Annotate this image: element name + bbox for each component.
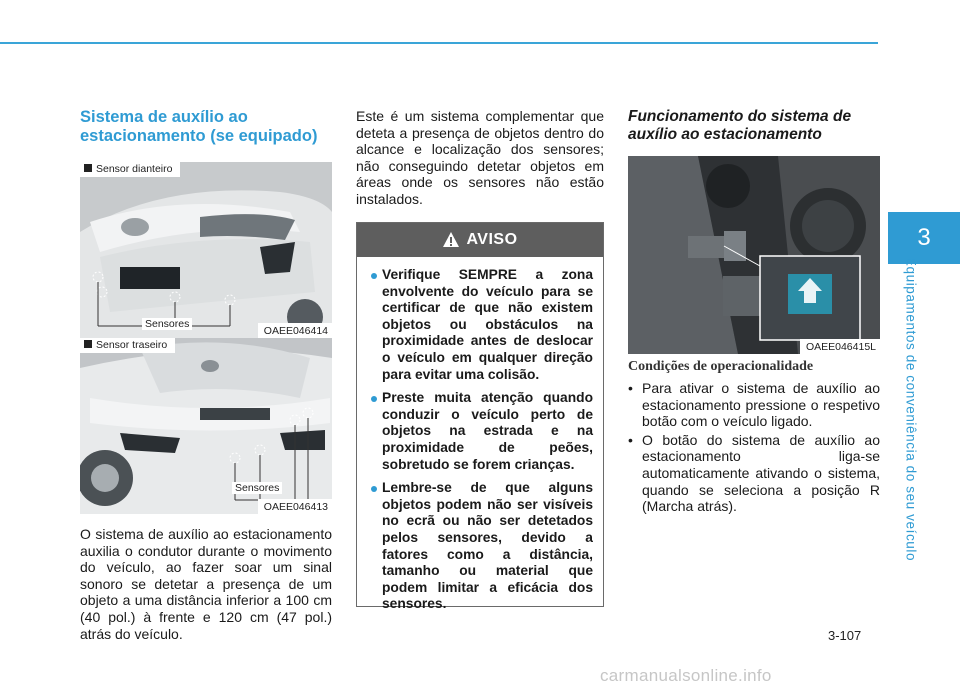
intro-paragraph: O sistema de auxílio ao estacionamento auxilia o condutor durante o movimento do veículo, ao fazer soar um sinal sonoro se detetar a presença de um objeto a uma distância inferior a 100 cm (40 pol.) à frente e 120 cm (47 pol.) atrás do veículo.: [80, 526, 332, 642]
complementary-paragraph: Este é um sistema complementar que deteta a presença de objetos dentro do alcance e localização dos sensores; não conseguindo detetar objetos em áreas onde os sensores não estão instalados.: [356, 108, 604, 207]
warning-list: [357, 257, 603, 613]
condition-item-text: Para ativar o sistema de auxílio ao estacionamento pressione o respetivo botão com o veículo ligado.: [642, 380, 880, 430]
front-sensor-label: [80, 162, 180, 177]
conditions-list: [628, 380, 880, 517]
console-photo: [628, 156, 880, 354]
header-rule: [0, 42, 878, 44]
rear-sensor-figure: [80, 338, 332, 514]
conditions-heading: Condições de operacionalidade: [628, 359, 814, 374]
front-car-illustration: [80, 162, 332, 338]
warning-triangle-icon: [442, 231, 460, 249]
chapter-tab: 3: [888, 212, 960, 264]
condition-item: [628, 380, 880, 430]
bullet-dot-icon: [371, 486, 377, 492]
condition-item: [628, 432, 880, 515]
photo-code: OAEE046415L: [800, 339, 880, 354]
rear-sensors-caption: Sensores: [232, 482, 282, 494]
bullet-glyph: •: [628, 431, 633, 448]
front-figure-code: OAEE046414: [258, 323, 332, 338]
center-console-image: [628, 156, 880, 354]
chapter-title-text: Equipamentos de conveniência do seu veículo: [903, 256, 919, 562]
function-heading: Funcionamento do sistema de auxílio ao estacionamento: [628, 108, 852, 143]
rear-sensor-label-text: Sensor traseiro: [96, 339, 168, 351]
square-bullet-icon: [84, 340, 92, 348]
right-column: [628, 108, 880, 144]
warning-item-text: Preste muita atenção quando conduzir o veículo perto de objetos na estrada e na proximidade de peões, sobretudo se forem crianças.: [382, 390, 593, 472]
warning-header: [357, 223, 603, 257]
page-number: 3-107: [828, 628, 862, 643]
watermark: carmanualsonline.info: [600, 666, 772, 685]
bullet-dot-icon: [371, 273, 377, 279]
warning-item-text: Lembre-se de que alguns objetos podem não ser visíveis no ecrã ou não ser detetados pelos sensores, devido a fatores como a distância, tamanho ou material que podem limitar a eficácia dos sensores.: [382, 480, 593, 612]
left-column: [80, 108, 332, 642]
warning-title: AVISO: [466, 231, 518, 248]
rear-sensor-label: [80, 338, 175, 353]
bullet-dot-icon: [371, 396, 377, 402]
warning-item: [373, 390, 593, 473]
warning-item: [373, 480, 593, 613]
front-sensors-caption: Sensores: [142, 318, 192, 330]
rear-figure-code: OAEE046413: [258, 499, 332, 514]
middle-column: [356, 108, 604, 208]
condition-item-text: O botão do sistema de auxílio ao estacionamento liga-se automaticamente ativando o sistema, quando se seleciona a posição R (Marcha atrás).: [642, 431, 880, 515]
bullet-glyph: •: [628, 380, 633, 396]
warning-box: [356, 222, 604, 612]
chapter-side-title: [898, 256, 924, 562]
section-heading: Sistema de auxílio ao estacionamento (se equipado): [80, 108, 318, 145]
rear-car-illustration: [80, 338, 332, 514]
front-sensor-figure: [80, 162, 332, 338]
front-sensor-label-text: Sensor dianteiro: [96, 163, 173, 175]
warning-item-text: Verifique SEMPRE a zona envolvente do veículo para se certificar de que não existem objetos ou obstáculos na proximidade antes de deslocar o veículo em qualquer direção para evitar uma colisão.: [382, 267, 593, 382]
warning-item: [373, 267, 593, 383]
square-bullet-icon: [84, 164, 92, 172]
